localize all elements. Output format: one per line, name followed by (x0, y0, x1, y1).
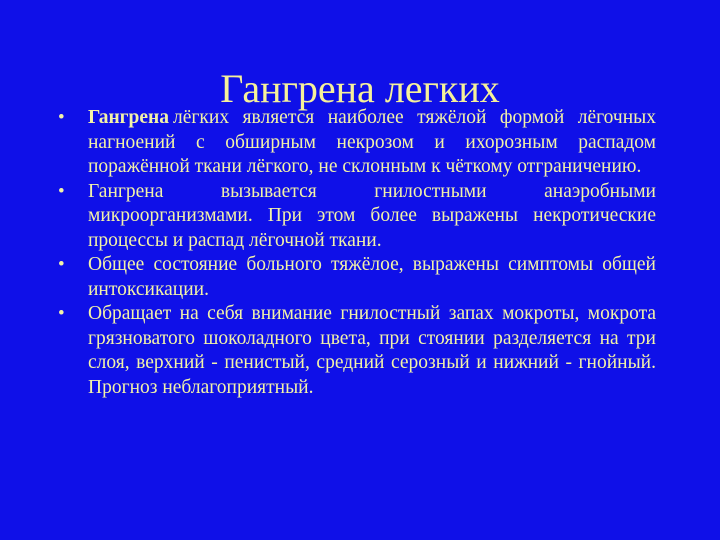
slide-title: Гангрена легких (220, 65, 500, 111)
bullet-item (56, 106, 656, 180)
bullet-item (56, 302, 656, 400)
bullet-text: Обращает на себя внимание гнилостный запах мокроты, мокрота грязноватого шоколадного цвета, при стоянии разделяется на три слоя, верхний - пенистый, средний серозный и нижний - гнойный. Прогноз неблагоприятный. (88, 303, 656, 398)
bullet-text: Гангрена вызывается гнилостными анаэробными микроорганизмами. При этом более выражены некротические процессы и распад лёгочной ткани. (88, 180, 656, 251)
bullet-item (56, 180, 656, 254)
bullet-text: лёгких является наиболее тяжёлой формой лёгочных нагноений с обширным некрозом и ихорозным распадом поражённой ткани лёгкого, не склонным к чёткому отграничению. (88, 107, 656, 177)
bullet-list (56, 106, 656, 400)
bullet-marker: • (58, 107, 65, 128)
bullet-marker: • (58, 180, 65, 202)
bullet-marker: • (58, 303, 65, 324)
bullet-text: Общее состояние больного тяжёлое, выражены симптомы общей интоксикации. (88, 254, 656, 300)
bullet-lead-term: Гангрена (88, 107, 170, 128)
bullet-item (56, 253, 656, 302)
bullet-marker: • (58, 254, 65, 275)
